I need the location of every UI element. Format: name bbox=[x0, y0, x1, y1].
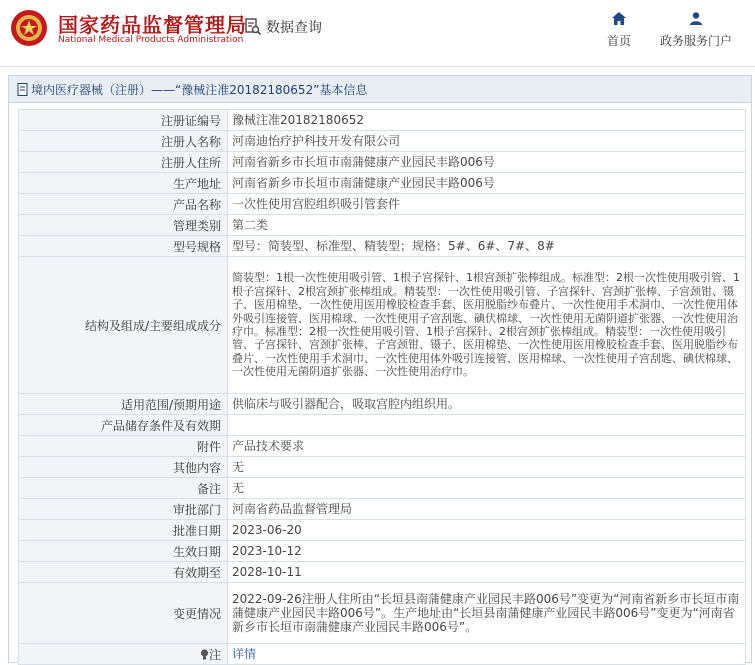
field-value: 无 bbox=[228, 478, 746, 499]
panel-title: 境内医疗器械（注册）——“豫械注准20182180652”基本信息 bbox=[31, 82, 368, 97]
table-row bbox=[19, 415, 746, 436]
field-label: 适用范围/预期用途 bbox=[19, 394, 228, 415]
field-label: 生效日期 bbox=[19, 541, 228, 562]
field-value: 2028-10-11 bbox=[228, 562, 746, 583]
field-label: 生产地址 bbox=[19, 173, 228, 194]
field-label: 注 bbox=[208, 647, 221, 662]
field-label: 备注 bbox=[19, 478, 228, 499]
nav-service-portal-label: 政务服务门户 bbox=[660, 34, 733, 48]
field-value: 一次性使用宫腔组织吸引管套件 bbox=[228, 194, 746, 215]
field-value: 2023-10-12 bbox=[228, 541, 746, 562]
field-value: 河南迪怡疗护科技开发有限公司 bbox=[228, 131, 746, 152]
table-row bbox=[19, 394, 746, 415]
home-icon bbox=[612, 12, 626, 25]
field-label: 产品名称 bbox=[19, 194, 228, 215]
field-label: 注册人住所 bbox=[19, 152, 228, 173]
field-label: 审批部门 bbox=[19, 499, 228, 520]
table-row bbox=[19, 562, 746, 583]
table-row bbox=[19, 173, 746, 194]
field-label: 附件 bbox=[19, 436, 228, 457]
field-label: 结构及组成/主要组成成分 bbox=[19, 257, 228, 394]
table-row bbox=[19, 583, 746, 644]
data-query-link[interactable] bbox=[244, 17, 322, 37]
field-value bbox=[228, 415, 746, 436]
details-link[interactable]: 详情 bbox=[232, 646, 257, 661]
nav-home[interactable] bbox=[607, 12, 631, 49]
brand-name-en: National Medical Products Administration bbox=[58, 35, 244, 45]
field-label: 有效期至 bbox=[19, 562, 228, 583]
info-table bbox=[18, 109, 746, 665]
document-search-icon bbox=[244, 18, 262, 36]
table-row bbox=[19, 520, 746, 541]
field-value: 第二类 bbox=[228, 215, 746, 236]
table-row bbox=[19, 436, 746, 457]
field-label: 注册证编号 bbox=[19, 110, 228, 131]
field-label: 变更情况 bbox=[19, 583, 228, 644]
table-row bbox=[19, 131, 746, 152]
table-row bbox=[19, 110, 746, 131]
field-label: 其他内容 bbox=[19, 457, 228, 478]
lightbulb-icon bbox=[200, 649, 209, 660]
table-row bbox=[19, 215, 746, 236]
field-value: 河南省新乡市长垣市南蒲健康产业园民丰路006号 bbox=[228, 173, 746, 194]
table-row bbox=[19, 194, 746, 215]
table-row bbox=[19, 257, 746, 394]
table-row bbox=[19, 478, 746, 499]
detail-panel bbox=[8, 75, 752, 663]
field-value: 河南省新乡市长垣市南蒲健康产业园民丰路006号 bbox=[228, 152, 746, 173]
table-row bbox=[19, 457, 746, 478]
field-label: 产品储存条件及有效期 bbox=[19, 415, 228, 436]
field-label: 管理类别 bbox=[19, 215, 228, 236]
table-row bbox=[19, 644, 746, 665]
field-value: 河南省药品监督管理局 bbox=[228, 499, 746, 520]
field-label: 批准日期 bbox=[19, 520, 228, 541]
user-icon bbox=[689, 12, 703, 25]
field-value: 供临床与吸引器配合，吸取宫腔内组织用。 bbox=[228, 394, 746, 415]
field-value: 2023-06-20 bbox=[228, 520, 746, 541]
panel-title-bar bbox=[9, 76, 751, 103]
field-value: 豫械注准20182180652 bbox=[228, 110, 746, 131]
nav-service-portal[interactable] bbox=[660, 12, 732, 49]
field-value: 型号：简装型、标准型、精装型；规格：5#、6#、7#、8# bbox=[228, 236, 746, 257]
data-query-label: 数据查询 bbox=[266, 20, 322, 36]
field-label: 型号规格 bbox=[19, 236, 228, 257]
nav-home-label: 首页 bbox=[607, 34, 632, 48]
brand-name-cn[interactable]: 国家药品监督管理局 bbox=[58, 13, 247, 37]
site-header bbox=[0, 0, 755, 66]
field-value-cell bbox=[228, 644, 746, 665]
document-icon bbox=[17, 83, 29, 96]
field-label: 注册人名称 bbox=[19, 131, 228, 152]
note-label-cell bbox=[19, 644, 228, 665]
field-value: 无 bbox=[228, 457, 746, 478]
table-row bbox=[19, 499, 746, 520]
national-emblem-icon bbox=[9, 8, 49, 48]
table-row bbox=[19, 152, 746, 173]
field-value: 简装型：1根一次性使用吸引管、1根子宫探针、1根宫颈扩张棒组成。标准型：2根一次性使用吸引管、1根子宫探针、2根宫颈扩张棒组成。精装型：一次性使用吸引管、子宫探针、宫颈扩张棒、子宫颈钳、镊子、医用棉垫、一次性使用医用橡胶检查手套、医用脱脂纱布叠片、一次性使用手术洞巾、一次性使用体外吸引连接管、医用棉球、一次性使用子宫刮匙、碘伏棉球、一次性使用无菌阴道扩张器、一次性使用治疗巾。标准型：2根一次性使用吸引管、1根子宫探针、2根宫颈扩张棒组成。精装型：一次性使用吸引管、子宫探针、宫颈扩张棒、子宫颈钳、镊子、医用棉垫、一次性使用医用橡胶检查手套、医用脱脂纱布叠片、一次性使用手术洞巾、一次性使用体外吸引连接管、医用棉球、一次性使用子宫刮匙、碘伏棉球、一次性使用无菌阴道扩张器、一次性使用治疗巾。 bbox=[228, 257, 746, 394]
field-value: 产品技术要求 bbox=[228, 436, 746, 457]
header-divider bbox=[0, 66, 755, 67]
table-row bbox=[19, 236, 746, 257]
field-value: 2022-09-26注册人住所由“长垣县南蒲健康产业园民丰路006号”变更为“河南省新乡市长垣市南蒲健康产业园民丰路006号”。生产地址由“长垣县南蒲健康产业园民丰路006号”变更为“河南省新乡市长垣市南蒲健康产业园民丰路006号”。 bbox=[228, 583, 746, 644]
table-row bbox=[19, 541, 746, 562]
